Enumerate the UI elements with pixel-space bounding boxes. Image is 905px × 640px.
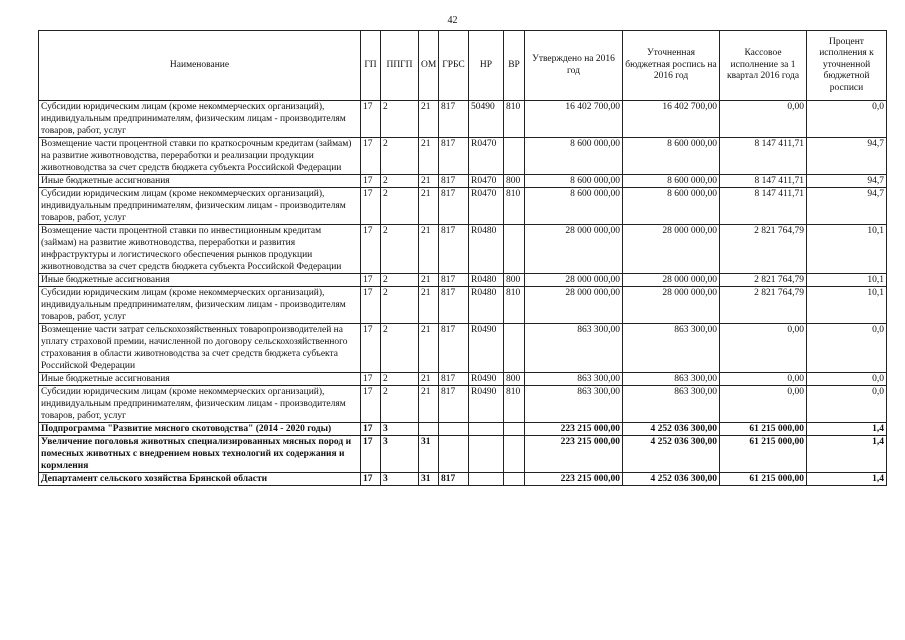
cell-name: Возмещение части процентной ставки по краткосрочным кредитам (займам) на развитие животноводства, переработки и реализации продукции животноводства за счет средств бюджета субъекта Российской Федерации [39,138,361,175]
cell-approved: 16 402 700,00 [525,101,623,138]
table-row [39,423,887,436]
cell-vr: 810 [504,188,525,225]
cell-om [419,423,439,436]
header-name: Наименование [39,31,361,101]
header-np: НР [469,31,504,101]
cell-percent: 10,1 [807,287,887,324]
cell-ppgp: 2 [381,324,419,373]
cell-np: R0470 [469,175,504,188]
page-number: 42 [447,15,458,26]
cell-ppgp: 2 [381,225,419,274]
table-row [39,436,887,473]
cell-vr [504,324,525,373]
cell-revised: 4 252 036 300,00 [623,423,720,436]
cell-om: 31 [419,436,439,473]
cell-ppgp: 2 [381,287,419,324]
header-revised: Уточненная бюджетная роспись на 2016 год [623,31,720,101]
cell-om: 21 [419,138,439,175]
cell-name: Субсидии юридическим лицам (кроме некоммерческих организаций), индивидуальным предпринимателям, физическим лицам - производителям товаров, работ, услуг [39,386,361,423]
cell-name: Иные бюджетные ассигнования [39,274,361,287]
cell-approved: 8 600 000,00 [525,175,623,188]
cell-om: 21 [419,287,439,324]
cell-vr: 800 [504,175,525,188]
cell-percent: 94,7 [807,138,887,175]
table-row [39,324,887,373]
cell-om: 21 [419,386,439,423]
cell-approved: 8 600 000,00 [525,138,623,175]
cell-approved: 8 600 000,00 [525,188,623,225]
cell-approved: 223 215 000,00 [525,436,623,473]
cell-vr: 800 [504,373,525,386]
cell-revised: 8 600 000,00 [623,138,720,175]
cell-np [469,473,504,486]
cell-ppgp: 3 [381,436,419,473]
cell-name: Увеличение поголовья животных специализированных мясных пород и помесных животных с внедрением новых технологий их содержания и кормления [39,436,361,473]
cell-cash: 61 215 000,00 [720,436,807,473]
header-gp: ГП [361,31,381,101]
cell-name: Подпрограмма "Развитие мясного скотоводства" (2014 - 2020 годы) [39,423,361,436]
cell-grbs: 817 [439,287,469,324]
cell-cash: 8 147 411,71 [720,175,807,188]
header-cash: Кассовое исполнение за 1 квартал 2016 года [720,31,807,101]
cell-percent: 1,4 [807,423,887,436]
cell-revised: 863 300,00 [623,373,720,386]
cell-ppgp: 2 [381,175,419,188]
cell-np: 50490 [469,101,504,138]
cell-revised: 863 300,00 [623,386,720,423]
cell-gp: 17 [361,274,381,287]
cell-np: R0480 [469,287,504,324]
cell-grbs: 817 [439,373,469,386]
cell-np: R0490 [469,373,504,386]
cell-name: Субсидии юридическим лицам (кроме некоммерческих организаций), индивидуальным предпринимателям, физическим лицам - производителям товаров, работ, услуг [39,188,361,225]
cell-grbs: 817 [439,138,469,175]
cell-approved: 223 215 000,00 [525,423,623,436]
cell-approved: 28 000 000,00 [525,274,623,287]
cell-np: R0480 [469,225,504,274]
table-row [39,386,887,423]
cell-gp: 17 [361,225,381,274]
table-header-row [39,31,887,101]
cell-revised: 28 000 000,00 [623,287,720,324]
cell-approved: 28 000 000,00 [525,225,623,274]
cell-revised: 4 252 036 300,00 [623,473,720,486]
cell-cash: 2 821 764,79 [720,287,807,324]
cell-approved: 223 215 000,00 [525,473,623,486]
cell-name: Иные бюджетные ассигнования [39,373,361,386]
cell-name: Иные бюджетные ассигнования [39,175,361,188]
cell-percent: 0,0 [807,386,887,423]
cell-cash: 2 821 764,79 [720,225,807,274]
cell-ppgp: 2 [381,188,419,225]
cell-gp: 17 [361,373,381,386]
header-ppgp: ППГП [381,31,419,101]
table-row [39,473,887,486]
cell-ppgp: 2 [381,138,419,175]
cell-gp: 17 [361,423,381,436]
header-grbs: ГРБС [439,31,469,101]
cell-cash: 8 147 411,71 [720,188,807,225]
cell-vr [504,473,525,486]
cell-vr: 800 [504,274,525,287]
cell-gp: 17 [361,175,381,188]
cell-ppgp: 2 [381,274,419,287]
cell-np [469,436,504,473]
cell-gp: 17 [361,101,381,138]
cell-om: 21 [419,225,439,274]
cell-vr: 810 [504,101,525,138]
cell-approved: 863 300,00 [525,373,623,386]
cell-np: R0470 [469,138,504,175]
cell-np: R0470 [469,188,504,225]
header-om: ОМ [419,31,439,101]
cell-om: 21 [419,274,439,287]
cell-percent: 1,4 [807,473,887,486]
cell-percent: 0,0 [807,324,887,373]
cell-om: 21 [419,101,439,138]
table-row [39,287,887,324]
table-row [39,188,887,225]
header-approved: Утверждено на 2016 год [525,31,623,101]
cell-ppgp: 3 [381,423,419,436]
cell-name: Субсидии юридическим лицам (кроме некоммерческих организаций), индивидуальным предпринимателям, физическим лицам - производителям товаров, работ, услуг [39,287,361,324]
cell-grbs: 817 [439,101,469,138]
cell-gp: 17 [361,436,381,473]
cell-om: 21 [419,188,439,225]
table-row [39,225,887,274]
cell-revised: 16 402 700,00 [623,101,720,138]
table-row [39,138,887,175]
cell-cash: 0,00 [720,373,807,386]
cell-np: R0480 [469,274,504,287]
cell-name: Возмещение части затрат сельскохозяйственных товаропроизводителей на уплату страховой премии, начисленной по договору сельскохозяйственного страхования в области животноводства за счет средств бюджета субъекта Российской Федерации [39,324,361,373]
table-row [39,274,887,287]
cell-gp: 17 [361,473,381,486]
cell-percent: 10,1 [807,274,887,287]
cell-ppgp: 2 [381,386,419,423]
table-body [39,101,887,486]
table-row [39,101,887,138]
cell-revised: 8 600 000,00 [623,188,720,225]
cell-np [469,423,504,436]
header-vr: ВР [504,31,525,101]
cell-grbs: 817 [439,175,469,188]
cell-ppgp: 2 [381,101,419,138]
cell-cash: 61 215 000,00 [720,473,807,486]
cell-percent: 0,0 [807,101,887,138]
cell-approved: 863 300,00 [525,386,623,423]
cell-approved: 28 000 000,00 [525,287,623,324]
cell-np: R0490 [469,324,504,373]
cell-ppgp: 2 [381,373,419,386]
cell-name: Департамент сельского хозяйства Брянской области [39,473,361,486]
cell-vr [504,138,525,175]
cell-percent: 10,1 [807,225,887,274]
cell-om: 21 [419,324,439,373]
cell-cash: 0,00 [720,101,807,138]
cell-vr [504,423,525,436]
cell-revised: 863 300,00 [623,324,720,373]
cell-grbs: 817 [439,225,469,274]
cell-name: Возмещение части процентной ставки по инвестиционным кредитам (займам) на развитие животноводства, переработки и развития инфраструктуры и логистического обеспечения рынков продукции животноводства за счет средств бюджета субъекта Российской Федерации [39,225,361,274]
cell-grbs: 817 [439,324,469,373]
cell-om: 21 [419,373,439,386]
cell-cash: 61 215 000,00 [720,423,807,436]
cell-gp: 17 [361,324,381,373]
cell-revised: 4 252 036 300,00 [623,436,720,473]
cell-revised: 28 000 000,00 [623,274,720,287]
cell-grbs [439,423,469,436]
cell-percent: 94,7 [807,175,887,188]
cell-vr: 810 [504,287,525,324]
cell-vr [504,225,525,274]
cell-percent: 94,7 [807,188,887,225]
cell-ppgp: 3 [381,473,419,486]
cell-revised: 28 000 000,00 [623,225,720,274]
table-row [39,373,887,386]
cell-name: Субсидии юридическим лицам (кроме некоммерческих организаций), индивидуальным предпринимателям, физическим лицам - производителям товаров, работ, услуг [39,101,361,138]
cell-approved: 863 300,00 [525,324,623,373]
cell-gp: 17 [361,138,381,175]
cell-grbs: 817 [439,386,469,423]
cell-cash: 2 821 764,79 [720,274,807,287]
table-row [39,175,887,188]
cell-grbs [439,436,469,473]
cell-gp: 17 [361,386,381,423]
cell-revised: 8 600 000,00 [623,175,720,188]
cell-grbs: 817 [439,188,469,225]
cell-om: 31 [419,473,439,486]
cell-vr [504,436,525,473]
cell-np: R0490 [469,386,504,423]
cell-gp: 17 [361,188,381,225]
cell-om: 21 [419,175,439,188]
cell-grbs: 817 [439,473,469,486]
cell-cash: 8 147 411,71 [720,138,807,175]
cell-cash: 0,00 [720,386,807,423]
cell-percent: 1,4 [807,436,887,473]
cell-vr: 810 [504,386,525,423]
cell-cash: 0,00 [720,324,807,373]
header-percent: Процент исполнения к уточненной бюджетной росписи [807,31,887,101]
budget-execution-table [38,30,887,486]
cell-gp: 17 [361,287,381,324]
cell-grbs: 817 [439,274,469,287]
cell-percent: 0,0 [807,373,887,386]
